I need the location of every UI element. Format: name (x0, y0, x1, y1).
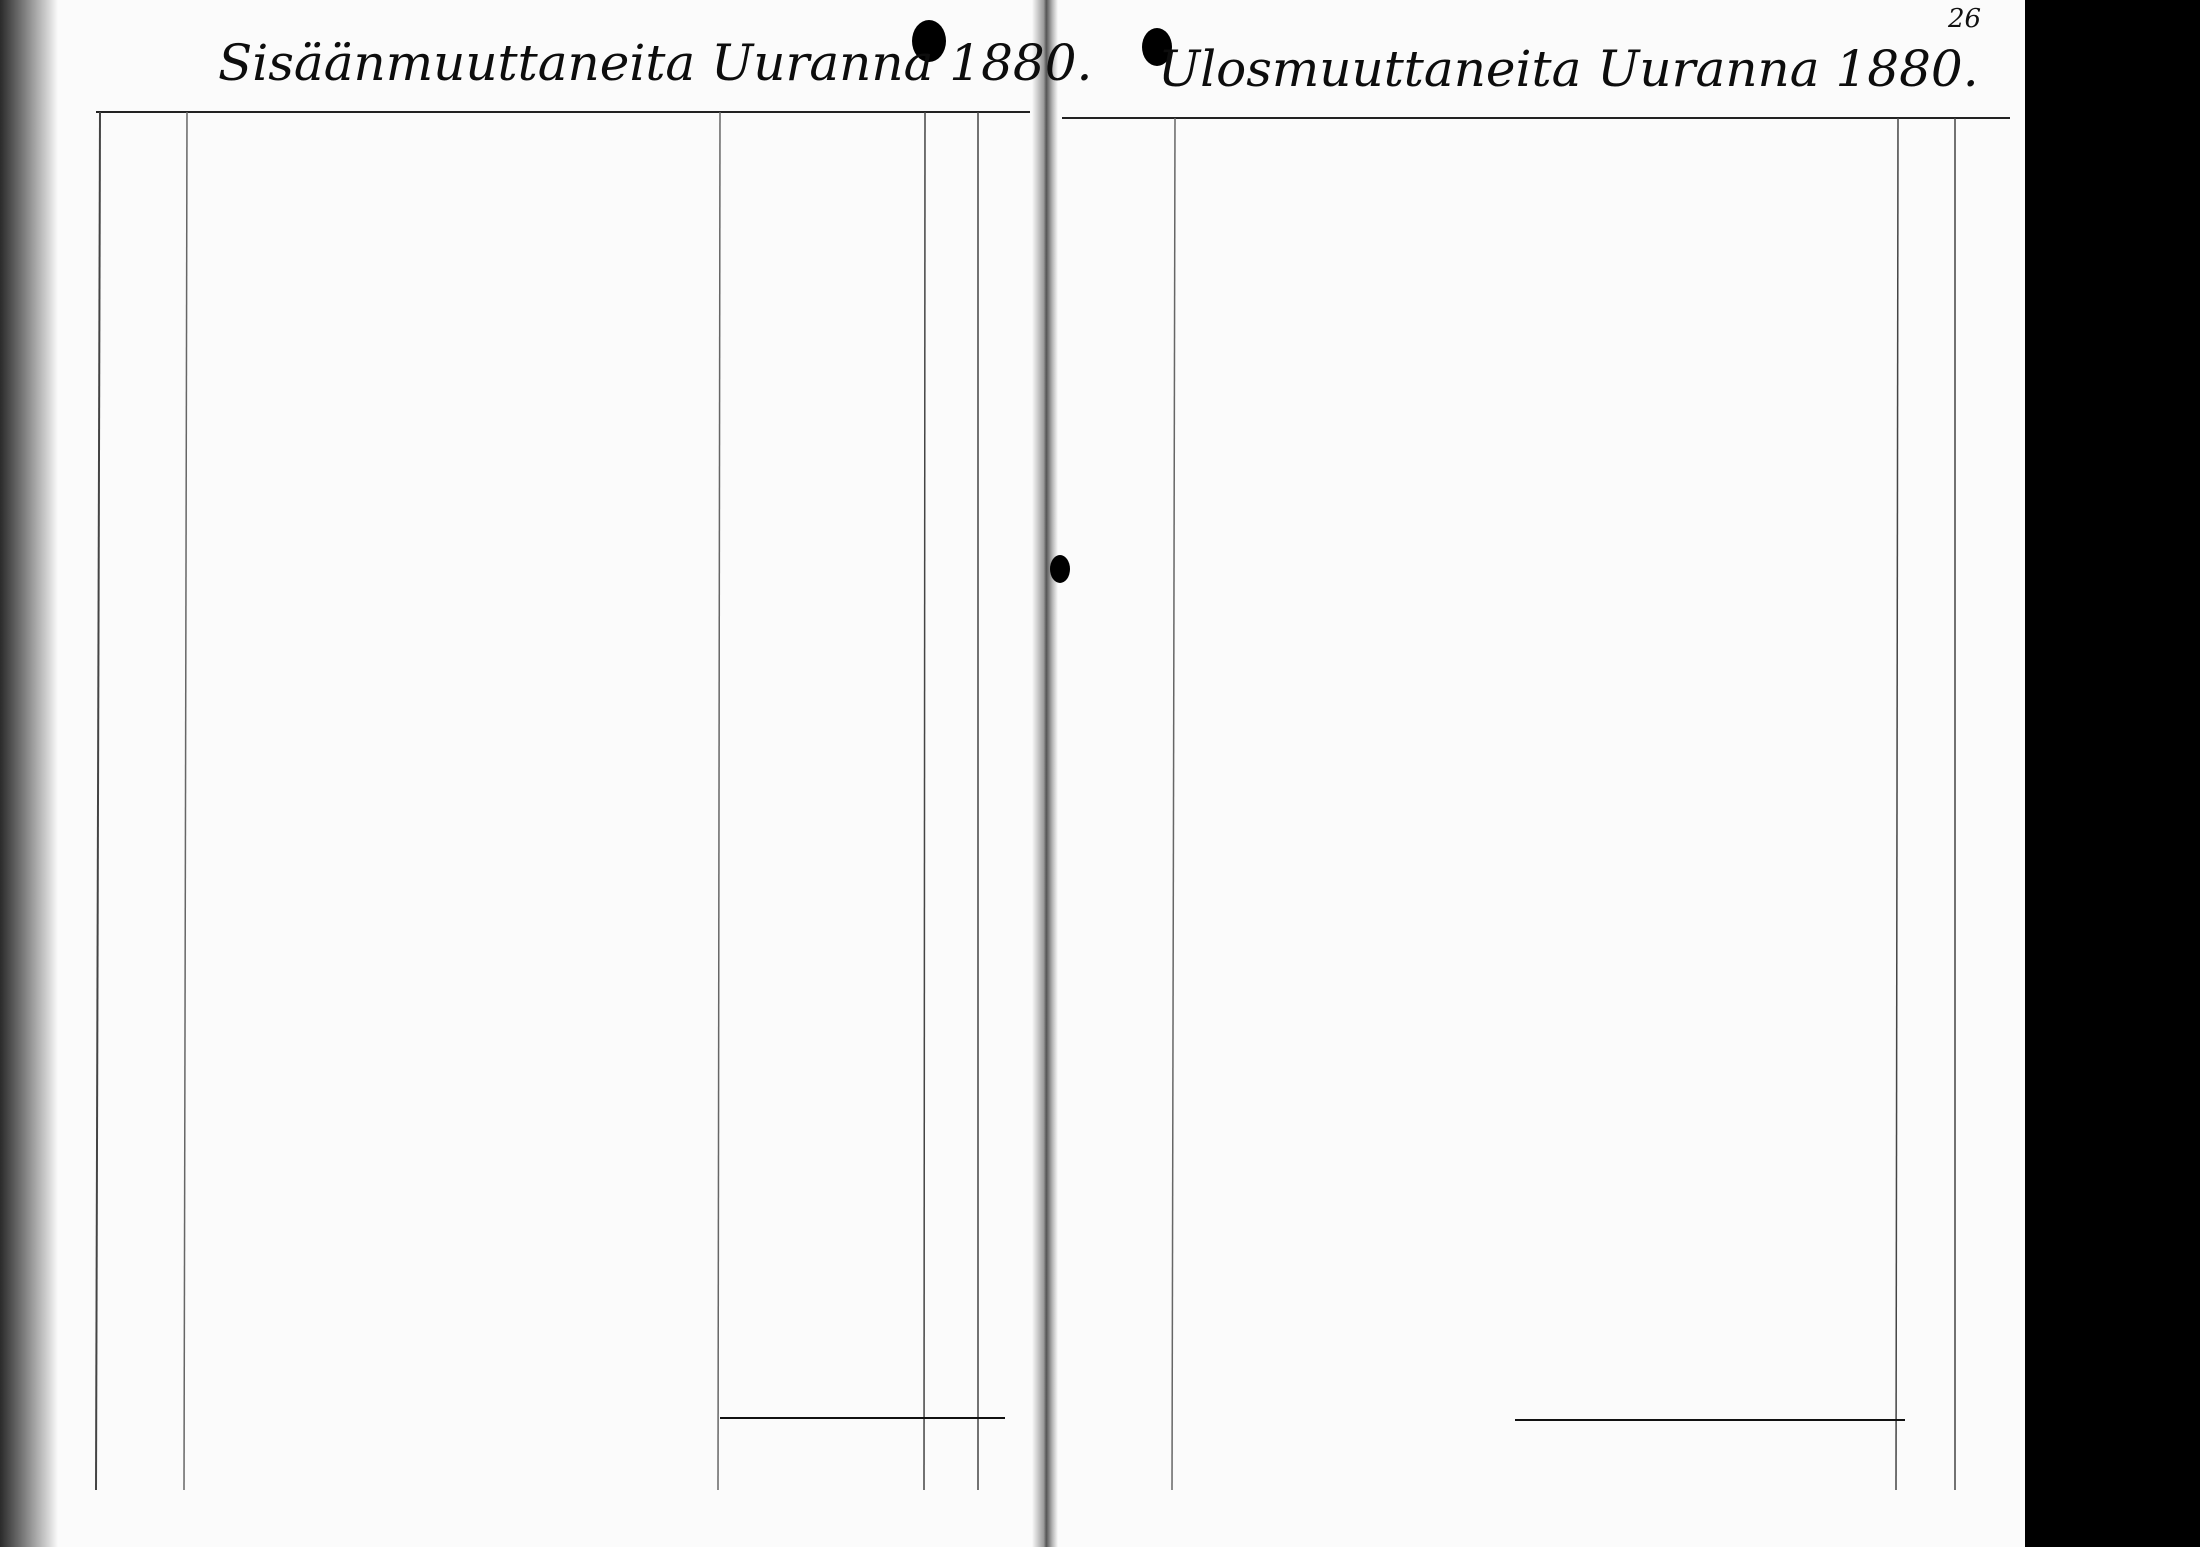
incoming-heading: Sisäänmuuttaneita Uuranna 1880. (218, 34, 1093, 92)
outgoing-heading: Ulosmuuttaneita Uuranna 1880. (1158, 40, 1979, 98)
ink-blot (1050, 555, 1070, 583)
book-gutter (1032, 0, 1058, 1547)
page-number: 26 (1948, 4, 1982, 34)
